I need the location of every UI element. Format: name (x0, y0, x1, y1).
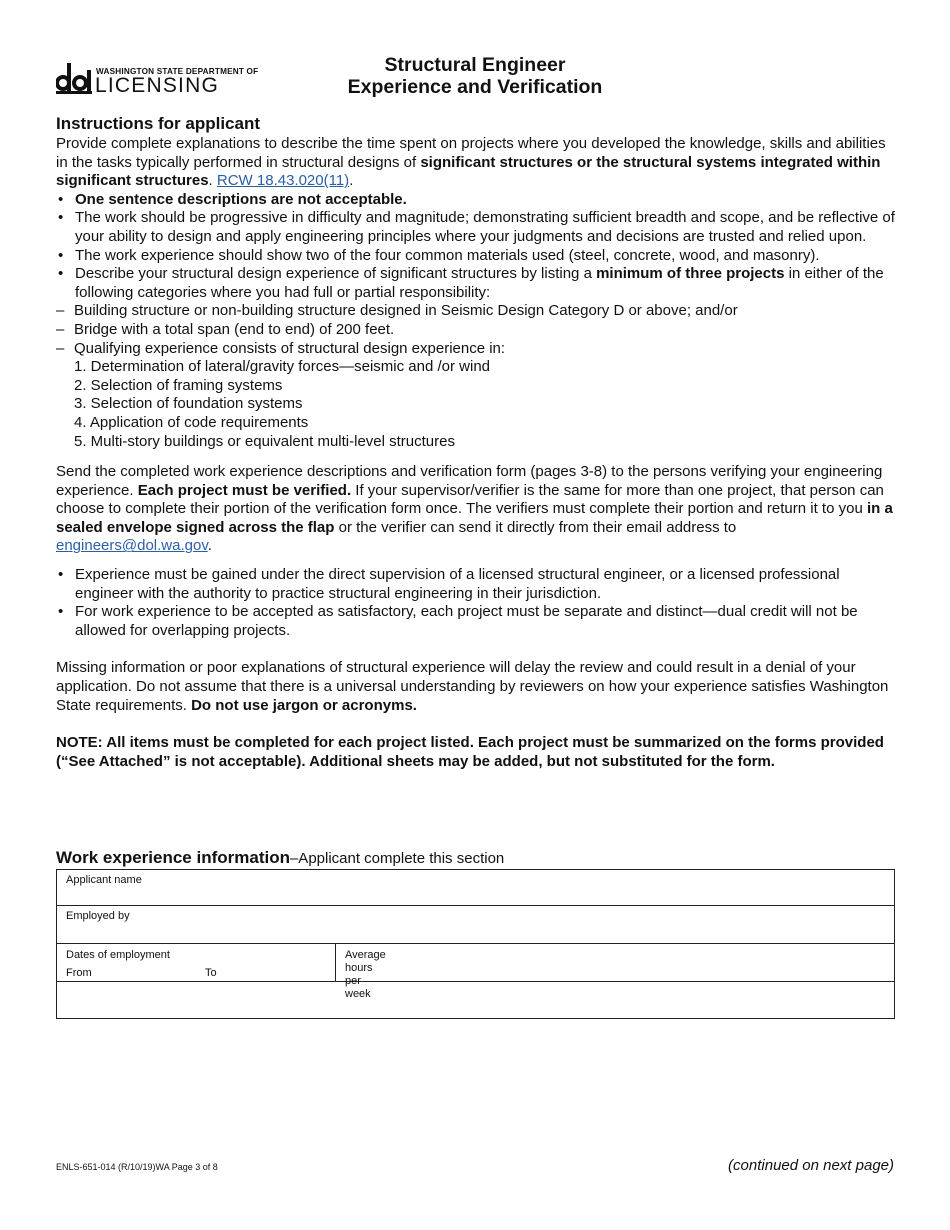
intro-bold: significant structures or the structural systems integrated within significant structures (56, 153, 881, 190)
average-hours-field[interactable] (335, 944, 386, 1000)
send-paragraph (56, 463, 896, 556)
list-item (56, 191, 896, 210)
intro-text-2: . (208, 172, 217, 190)
work-experience-form (56, 869, 895, 1019)
list-item: – Bridge with a total span (end to end) of 200 feet. (56, 321, 896, 340)
employed-by-label: Employed by (66, 910, 130, 922)
qualifying-experience-list (56, 358, 896, 451)
instructions-section (56, 114, 896, 771)
logo-department-text: WASHINGTON STATE DEPARTMENT OF (96, 67, 259, 76)
list-item: • For work experience to be accepted as satisfactory, each project must be separate and distinct—dual credit will not be allowed for overlapping projects. (56, 603, 896, 640)
list-item: • The work experience should show two of the four common materials used (steel, concrete, wood, and masonry). (56, 247, 896, 266)
page-title (260, 54, 690, 98)
dol-logo (56, 61, 259, 97)
requirements-list (56, 191, 896, 303)
supervision-list (56, 566, 896, 640)
title-line-2: Experience and Verification (347, 76, 603, 98)
send-text-4: . (207, 537, 212, 555)
missing-bold: Do not use jargon or acronyms. (191, 696, 417, 714)
list-item: 5. Multi-story buildings or equivalent multi-level structures (74, 432, 455, 450)
email-link[interactable]: engineers@dol.wa.gov (56, 537, 208, 555)
applicant-name-label: Applicant name (66, 874, 142, 886)
extra-field[interactable] (57, 982, 894, 1018)
list-item: 4. Application of code requirements (74, 413, 309, 431)
send-text-3: or the verifier can send it directly from their email address to (334, 518, 737, 536)
send-bold: Each project must be verified. (137, 481, 352, 499)
intro-text-3: . (349, 172, 354, 190)
form-id: ENLS-651-014 (R/10/19)WA Page 3 of 8 (56, 1162, 218, 1172)
note-paragraph (56, 734, 896, 771)
employed-by-field[interactable] (57, 906, 894, 944)
list-item: 2. Selection of framing systems (74, 376, 283, 394)
intro-text: Provide complete explanations to describe the time spent on projects where you developed the knowledge, skills and abilities in the tasks typically performed in structural designs of (56, 135, 886, 171)
note-text: NOTE: All items must be completed for each project listed. Each project must be summarized on the forms provided (“See Attached” is not acceptable). Additional sheets may be added, but not substituted for the form. (56, 734, 884, 770)
from-label[interactable]: From (66, 967, 92, 979)
average-hours-label: Average hours per week (345, 949, 386, 1000)
dol-logo-icon (56, 61, 92, 95)
intro-paragraph (56, 135, 896, 191)
title-line-1: Structural Engineer (384, 54, 566, 76)
missing-info-paragraph (56, 659, 896, 715)
missing-text: Missing information or poor explanations of structural experience will delay the review and could result in a denial of your application. Do not assume that there is a universal understanding by reviewers on how your experience satisfies Washington State requirements. (56, 659, 889, 714)
list-item: 3. Selection of foundation systems (74, 395, 303, 413)
list-item (56, 265, 896, 302)
list-item: – Building structure or non-building structure designed in Seismic Design Category D or above; and/or (56, 302, 896, 321)
bullet-4-text: Describe your structural design experience of significant structures by listing a (75, 265, 597, 283)
instructions-heading: Instructions for applicant (56, 114, 261, 133)
logo-licensing-text: LICENSING (95, 74, 219, 97)
list-item: – Qualifying experience consists of structural design experience in: (56, 340, 896, 359)
work-subheading: –Applicant complete this section (289, 850, 505, 867)
send-text-2: If your supervisor/verifier is the same for more than one project, that person can choose to complete their portion of the verification form once. The verifiers must complete their portion and return it to you (56, 481, 884, 518)
work-heading-bold: Work experience information (56, 848, 290, 867)
rcw-link[interactable]: RCW 18.43.020(11) (216, 172, 350, 190)
to-label[interactable]: To (205, 967, 217, 979)
category-list (56, 302, 896, 358)
send-text: Send the completed work experience descriptions and verification form (pages 3-8) to the persons verifying your engineering experience. (56, 463, 883, 499)
bullet-4-bold: minimum of three projects (596, 265, 785, 283)
bullet-4-text-2: in either of the following categories where you had full or partial responsibility: (75, 265, 884, 301)
continued-note: (continued on next page) (728, 1157, 894, 1174)
bullet-1-text: One sentence descriptions are not acceptable. (75, 190, 407, 208)
list-item: • Experience must be gained under the direct supervision of a licensed structural engineer, or a licensed professional engineer with the authority to practice structural engineering in their jurisdiction. (56, 566, 896, 603)
dates-row (57, 944, 894, 1000)
work-experience-heading (56, 848, 504, 868)
applicant-name-field[interactable] (57, 870, 894, 906)
send-bold-2: in a sealed envelope signed across the flap (56, 500, 893, 536)
dates-label: Dates of employment (66, 949, 170, 961)
list-item: 1. Determination of lateral/gravity forces—seismic and /or wind (74, 358, 491, 376)
list-item: • The work should be progressive in difficulty and magnitude; demonstrating sufficient breadth and scope, and be reflective of your ability to design and apply engineering principles where your judgments and decisions are trusted and relied upon. (56, 209, 896, 246)
